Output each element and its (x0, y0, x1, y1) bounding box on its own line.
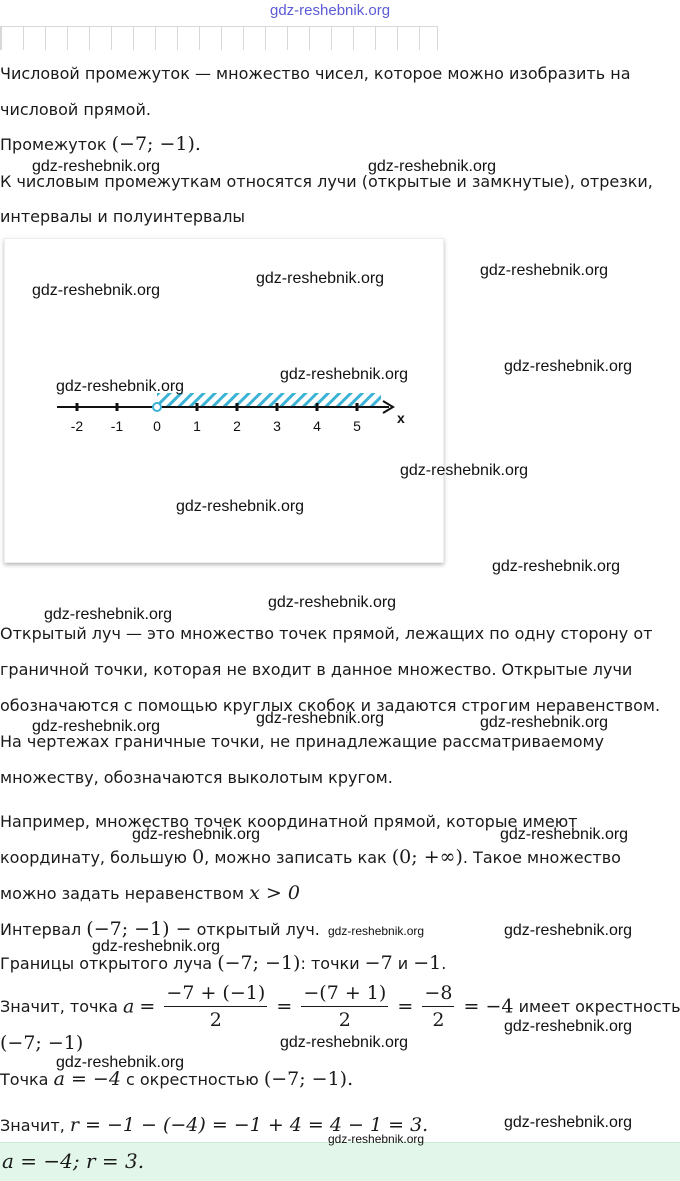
hence-var: a (122, 995, 135, 1018)
def-line-1: Числовой промежуток — множество чисел, которое можно изобразить на (0, 64, 631, 83)
fraction-3 (422, 980, 454, 1033)
watermark: gdz-reshebnik.org (504, 922, 633, 939)
example-line-3 (0, 882, 300, 904)
watermark: gdz-reshebnik.org (56, 378, 185, 395)
interval-value: (−7; −1). (111, 133, 201, 155)
watermark: gdz-reshebnik.org (480, 714, 609, 731)
fraction-3-num: −8 (422, 980, 454, 1007)
fraction-2-den: 2 (338, 1009, 351, 1031)
watermark: gdz-reshebnik.org (500, 826, 629, 843)
bounds-and: и (392, 954, 414, 973)
bounds-p2: −1 (413, 952, 442, 974)
open-ray-line-4: На чертежах граничные точки, не принадлежащие рассматриваемому (0, 732, 605, 751)
watermark: gdz-reshebnik.org (56, 1054, 185, 1071)
watermark: gdz-reshebnik.org (32, 718, 161, 735)
watermark: gdz-reshebnik.org (44, 606, 173, 623)
bounds-mid: : точки (300, 954, 365, 973)
open-ray-line-5: множеству, обозначаются выколотым кругом. (0, 768, 393, 787)
watermark: gdz-reshebnik.org (280, 366, 409, 383)
watermark: gdz-reshebnik.org (504, 1018, 633, 1035)
r-expr: r = −1 − (−4) = −1 + 4 = 4 − 1 = 3. (69, 1114, 429, 1136)
watermark: gdz-reshebnik.org (256, 270, 385, 287)
watermark: gdz-reshebnik.org (328, 1132, 425, 1146)
example-line-2 (0, 846, 621, 868)
tick-label: -1 (110, 418, 124, 434)
axis-label: x (397, 410, 405, 426)
site-link[interactable]: gdz-reshebnik.org (270, 2, 391, 19)
example-2-mid: , можно записать как (204, 848, 392, 867)
neighborhood-line (0, 1032, 83, 1054)
bounds-line (0, 952, 446, 974)
open-ray-line-3: обозначаются с помощью круглых скобок и задаются строгим неравенством. (0, 696, 661, 715)
grid-strip (0, 26, 438, 50)
interval-line-prefix: Интервал (0, 920, 87, 939)
bounds-prefix: Границы открытого луча (0, 954, 218, 973)
open-ray-line-1: Открытый луч — это множество точек прямой, лежащих по одну сторону от (0, 624, 653, 643)
fraction-2 (301, 980, 388, 1033)
example-3-ineq: x > 0 (249, 882, 300, 904)
example-2-interval: (0; +∞) (391, 846, 463, 868)
answer-text: a = −4; r = 3. (2, 1149, 145, 1173)
tick-label: 2 (233, 418, 241, 434)
point-mid: с окрестностью (120, 1070, 264, 1089)
tick-label: 1 (193, 418, 201, 434)
eq-2: = (276, 995, 293, 1018)
neighborhood-value: (−7; −1) (0, 1032, 84, 1054)
watermark: gdz-reshebnik.org (176, 498, 305, 515)
fraction-3-den: 2 (432, 1009, 445, 1031)
eq-3: = (397, 995, 414, 1018)
interval-open-ray-line (0, 918, 320, 940)
watermark: gdz-reshebnik.org (132, 826, 261, 843)
example-2-suffix: . Такое множество (462, 848, 621, 867)
watermark: gdz-reshebnik.org (256, 710, 385, 727)
fraction-2-num: −(7 + 1) (301, 980, 388, 1007)
fraction-1-num: −7 + (−1) (164, 980, 267, 1007)
r-prefix: Значит, (0, 1116, 70, 1135)
bounds-p1: −7 (364, 952, 393, 974)
watermark: gdz-reshebnik.org (492, 558, 621, 575)
interval-line (0, 133, 201, 155)
watermark: gdz-reshebnik.org (400, 462, 529, 479)
hence-suffix: имеет окрестность (513, 997, 680, 1016)
interval-prefix: Промежуток (0, 135, 112, 154)
bounds-end: . (441, 954, 447, 973)
tick-label: 3 (273, 418, 281, 434)
tick-label: 0 (153, 418, 161, 434)
watermark: gdz-reshebnik.org (328, 924, 425, 938)
watermark: gdz-reshebnik.org (504, 1114, 633, 1131)
bounds-interval: (−7; −1) (217, 952, 301, 974)
tick-label: 4 (313, 418, 321, 434)
fraction-1-den: 2 (209, 1009, 222, 1031)
tick-label: -2 (70, 418, 84, 434)
watermark: gdz-reshebnik.org (92, 938, 221, 955)
example-2-prefix: координату, большую (0, 848, 193, 867)
point-expr: a = −4 (53, 1068, 121, 1090)
shaded-region (157, 393, 381, 407)
open-ray-line-2: граничной точки, которая не входит в данное множество. Открытые лучи (0, 660, 633, 679)
interval-line-value: (−7; −1) − (86, 918, 192, 940)
kinds-line-2: интервалы и полуинтервалы (0, 207, 246, 226)
answer-box (0, 1142, 680, 1181)
watermark: gdz-reshebnik.org (504, 358, 633, 375)
eq-1: = (139, 995, 156, 1018)
interval-line-suffix: открытый луч. (191, 920, 320, 939)
watermark: gdz-reshebnik.org (280, 1034, 409, 1051)
def-line-2: числовой прямой. (0, 100, 151, 119)
result: = −4 (463, 995, 514, 1018)
example-3-prefix: можно задать неравенством (0, 884, 250, 903)
hence-prefix: Значит, точка (0, 997, 123, 1016)
watermark: gdz-reshebnik.org (480, 262, 609, 279)
example-line-1: Например, множество точек координатной прямой, которые имеют (0, 812, 578, 831)
open-point (153, 403, 161, 411)
tick-label: 5 (353, 418, 361, 434)
watermark: gdz-reshebnik.org (268, 594, 397, 611)
watermark: gdz-reshebnik.org (368, 158, 497, 175)
kinds-line-1: К числовым промежуткам относятся лучи (открытые и замкнутые), отрезки, (0, 172, 653, 191)
watermark: gdz-reshebnik.org (32, 282, 161, 299)
fraction-1 (164, 980, 267, 1033)
watermark: gdz-reshebnik.org (32, 158, 161, 175)
point-interval: (−7; −1). (263, 1068, 354, 1090)
example-2-zero: 0 (192, 846, 205, 868)
point-prefix: Точка (0, 1070, 54, 1089)
